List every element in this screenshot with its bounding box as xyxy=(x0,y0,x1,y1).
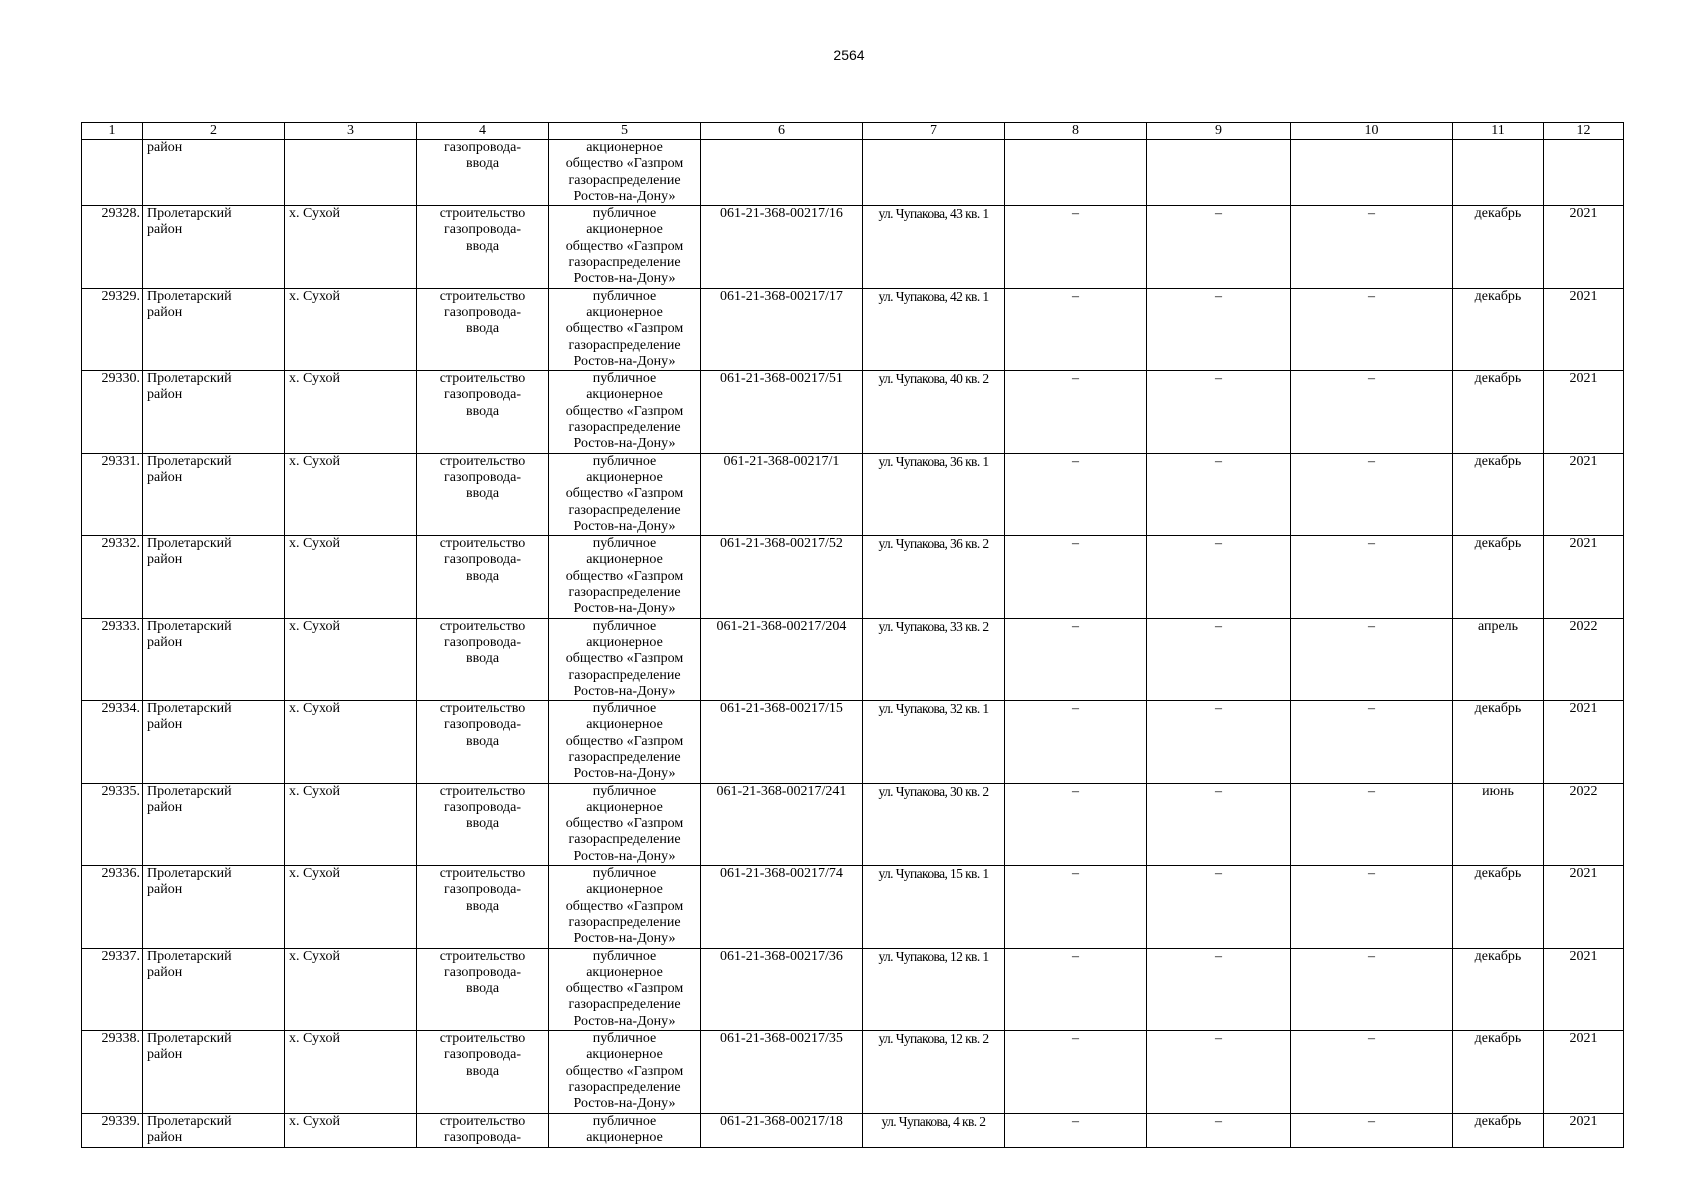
cell-col8: – xyxy=(1005,536,1147,618)
cell-month: июнь xyxy=(1453,783,1544,865)
cell-col9: – xyxy=(1147,618,1291,700)
column-header-2: 2 xyxy=(143,123,285,140)
cell-number: 29333. xyxy=(82,618,143,700)
cell-locality: х. Сухой xyxy=(285,948,417,1030)
cell-code: 061-21-368-00217/18 xyxy=(701,1113,863,1147)
cell-month: декабрь xyxy=(1453,948,1544,1030)
cell-col10: – xyxy=(1291,206,1453,288)
cell-district: Пролетарский район xyxy=(143,288,285,370)
cell-col10: – xyxy=(1291,701,1453,783)
cell-col8 xyxy=(1005,140,1147,206)
cell-district: Пролетарский район xyxy=(143,371,285,453)
cell-col10: – xyxy=(1291,866,1453,948)
cell-col8: – xyxy=(1005,866,1147,948)
register-table xyxy=(81,122,1624,1148)
cell-address: ул. Чупакова, 43 кв. 1 xyxy=(863,206,1005,288)
cell-address: ул. Чупакова, 36 кв. 1 xyxy=(863,453,1005,535)
cell-code: 061-21-368-00217/51 xyxy=(701,371,863,453)
cell-month: декабрь xyxy=(1453,866,1544,948)
table-row xyxy=(82,866,1624,948)
column-header-5: 5 xyxy=(549,123,701,140)
column-header-8: 8 xyxy=(1005,123,1147,140)
cell-code: 061-21-368-00217/17 xyxy=(701,288,863,370)
cell-district: район xyxy=(143,140,285,206)
cell-col10: – xyxy=(1291,1031,1453,1113)
cell-col9 xyxy=(1147,140,1291,206)
cell-district: Пролетарский район xyxy=(143,1031,285,1113)
cell-year: 2021 xyxy=(1544,701,1624,783)
cell-address: ул. Чупакова, 33 кв. 2 xyxy=(863,618,1005,700)
cell-year: 2022 xyxy=(1544,783,1624,865)
cell-code: 061-21-368-00217/74 xyxy=(701,866,863,948)
cell-month: декабрь xyxy=(1453,701,1544,783)
column-header-10: 10 xyxy=(1291,123,1453,140)
cell-locality: х. Сухой xyxy=(285,783,417,865)
cell-col9: – xyxy=(1147,701,1291,783)
cell-number: 29339. xyxy=(82,1113,143,1147)
table-row xyxy=(82,288,1624,370)
cell-col10: – xyxy=(1291,288,1453,370)
cell-month: декабрь xyxy=(1453,1031,1544,1113)
cell-work-type: строительство газопровода- ввода xyxy=(417,1031,549,1113)
cell-col9: – xyxy=(1147,453,1291,535)
cell-operator: публичное акционерное общество «Газпром газораспределение Ростов-на-Дону» xyxy=(549,783,701,865)
cell-col8: – xyxy=(1005,288,1147,370)
cell-year: 2021 xyxy=(1544,948,1624,1030)
column-header-1: 1 xyxy=(82,123,143,140)
cell-district: Пролетарский район xyxy=(143,536,285,618)
cell-district: Пролетарский район xyxy=(143,1113,285,1147)
cell-col8: – xyxy=(1005,206,1147,288)
table-row xyxy=(82,206,1624,288)
cell-month: декабрь xyxy=(1453,371,1544,453)
cell-col10: – xyxy=(1291,536,1453,618)
cell-operator: публичное акционерное общество «Газпром газораспределение Ростов-на-Дону» xyxy=(549,948,701,1030)
column-header-4: 4 xyxy=(417,123,549,140)
column-header-11: 11 xyxy=(1453,123,1544,140)
cell-operator: публичное акционерное xyxy=(549,1113,701,1147)
column-header-9: 9 xyxy=(1147,123,1291,140)
cell-address: ул. Чупакова, 12 кв. 2 xyxy=(863,1031,1005,1113)
cell-work-type: строительство газопровода- ввода xyxy=(417,783,549,865)
cell-col9: – xyxy=(1147,948,1291,1030)
cell-number: 29331. xyxy=(82,453,143,535)
column-header-7: 7 xyxy=(863,123,1005,140)
cell-code: 061-21-368-00217/35 xyxy=(701,1031,863,1113)
cell-year: 2021 xyxy=(1544,866,1624,948)
cell-number: 29334. xyxy=(82,701,143,783)
column-header-12: 12 xyxy=(1544,123,1624,140)
cell-col10: – xyxy=(1291,783,1453,865)
cell-address: ул. Чупакова, 40 кв. 2 xyxy=(863,371,1005,453)
cell-col9: – xyxy=(1147,206,1291,288)
cell-code: 061-21-368-00217/36 xyxy=(701,948,863,1030)
table-row xyxy=(82,783,1624,865)
cell-col8: – xyxy=(1005,618,1147,700)
cell-address: ул. Чупакова, 30 кв. 2 xyxy=(863,783,1005,865)
cell-col8: – xyxy=(1005,783,1147,865)
cell-month: декабрь xyxy=(1453,453,1544,535)
cell-col10: – xyxy=(1291,948,1453,1030)
cell-operator: публичное акционерное общество «Газпром газораспределение Ростов-на-Дону» xyxy=(549,701,701,783)
cell-locality: х. Сухой xyxy=(285,371,417,453)
cell-address: ул. Чупакова, 42 кв. 1 xyxy=(863,288,1005,370)
cell-district: Пролетарский район xyxy=(143,701,285,783)
cell-year: 2021 xyxy=(1544,206,1624,288)
cell-locality: х. Сухой xyxy=(285,206,417,288)
cell-operator: публичное акционерное общество «Газпром газораспределение Ростов-на-Дону» xyxy=(549,453,701,535)
cell-code: 061-21-368-00217/15 xyxy=(701,701,863,783)
cell-work-type: строительство газопровода- xyxy=(417,1113,549,1147)
table-row xyxy=(82,1113,1624,1147)
cell-locality: х. Сухой xyxy=(285,288,417,370)
cell-code: 061-21-368-00217/16 xyxy=(701,206,863,288)
cell-month: апрель xyxy=(1453,618,1544,700)
cell-month: декабрь xyxy=(1453,288,1544,370)
header-row xyxy=(82,123,1624,140)
cell-work-type: газопровода- ввода xyxy=(417,140,549,206)
table-row xyxy=(82,1031,1624,1113)
cell-district: Пролетарский район xyxy=(143,783,285,865)
cell-district: Пролетарский район xyxy=(143,453,285,535)
table-row xyxy=(82,618,1624,700)
column-header-6: 6 xyxy=(701,123,863,140)
cell-col8: – xyxy=(1005,371,1147,453)
table-row xyxy=(82,948,1624,1030)
cell-address: ул. Чупакова, 15 кв. 1 xyxy=(863,866,1005,948)
cell-operator: публичное акционерное общество «Газпром газораспределение Ростов-на-Дону» xyxy=(549,288,701,370)
cell-col8: – xyxy=(1005,1031,1147,1113)
cell-district: Пролетарский район xyxy=(143,206,285,288)
cell-month: декабрь xyxy=(1453,1113,1544,1147)
cell-code: 061-21-368-00217/204 xyxy=(701,618,863,700)
cell-number: 29335. xyxy=(82,783,143,865)
cell-col9: – xyxy=(1147,288,1291,370)
cell-number: 29337. xyxy=(82,948,143,1030)
table-row xyxy=(82,701,1624,783)
cell-operator: публичное акционерное общество «Газпром газораспределение Ростов-на-Дону» xyxy=(549,618,701,700)
cell-col10: – xyxy=(1291,1113,1453,1147)
column-header-3: 3 xyxy=(285,123,417,140)
cell-district: Пролетарский район xyxy=(143,618,285,700)
cell-number: 29330. xyxy=(82,371,143,453)
cell-number: 29328. xyxy=(82,206,143,288)
cell-address: ул. Чупакова, 4 кв. 2 xyxy=(863,1113,1005,1147)
cell-address xyxy=(863,140,1005,206)
cell-locality: х. Сухой xyxy=(285,701,417,783)
cell-locality: х. Сухой xyxy=(285,1113,417,1147)
cell-year: 2021 xyxy=(1544,1113,1624,1147)
cell-col9: – xyxy=(1147,783,1291,865)
cell-address: ул. Чупакова, 32 кв. 1 xyxy=(863,701,1005,783)
table-row xyxy=(82,453,1624,535)
cell-work-type: строительство газопровода- ввода xyxy=(417,206,549,288)
cell-operator: публичное акционерное общество «Газпром газораспределение Ростов-на-Дону» xyxy=(549,866,701,948)
cell-month: декабрь xyxy=(1453,536,1544,618)
cell-operator: публичное акционерное общество «Газпром газораспределение Ростов-на-Дону» xyxy=(549,536,701,618)
cell-work-type: строительство газопровода- ввода xyxy=(417,948,549,1030)
cell-col10: – xyxy=(1291,453,1453,535)
page-number: 2564 xyxy=(833,47,865,63)
cell-year: 2021 xyxy=(1544,371,1624,453)
cell-number: 29336. xyxy=(82,866,143,948)
cell-col9: – xyxy=(1147,1113,1291,1147)
cell-col8: – xyxy=(1005,1113,1147,1147)
cell-code: 061-21-368-00217/52 xyxy=(701,536,863,618)
cell-code: 061-21-368-00217/241 xyxy=(701,783,863,865)
continuation-row xyxy=(82,140,1624,206)
cell-work-type: строительство газопровода- ввода xyxy=(417,866,549,948)
cell-col8: – xyxy=(1005,453,1147,535)
cell-col10: – xyxy=(1291,371,1453,453)
cell-col8: – xyxy=(1005,948,1147,1030)
cell-address: ул. Чупакова, 12 кв. 1 xyxy=(863,948,1005,1030)
cell-operator: акционерное общество «Газпром газораспределение Ростов-на-Дону» xyxy=(549,140,701,206)
table-row xyxy=(82,536,1624,618)
cell-col8: – xyxy=(1005,701,1147,783)
cell-number: 29329. xyxy=(82,288,143,370)
cell-number: 29338. xyxy=(82,1031,143,1113)
cell-operator: публичное акционерное общество «Газпром газораспределение Ростов-на-Дону» xyxy=(549,206,701,288)
cell-number xyxy=(82,140,143,206)
cell-address: ул. Чупакова, 36 кв. 2 xyxy=(863,536,1005,618)
cell-month xyxy=(1453,140,1544,206)
cell-month: декабрь xyxy=(1453,206,1544,288)
cell-year: 2021 xyxy=(1544,288,1624,370)
cell-work-type: строительство газопровода- ввода xyxy=(417,618,549,700)
cell-year xyxy=(1544,140,1624,206)
cell-work-type: строительство газопровода- ввода xyxy=(417,536,549,618)
cell-year: 2021 xyxy=(1544,536,1624,618)
cell-col9: – xyxy=(1147,866,1291,948)
cell-locality: х. Сухой xyxy=(285,1031,417,1113)
cell-locality: х. Сухой xyxy=(285,866,417,948)
cell-district: Пролетарский район xyxy=(143,866,285,948)
cell-work-type: строительство газопровода- ввода xyxy=(417,371,549,453)
cell-district: Пролетарский район xyxy=(143,948,285,1030)
cell-code: 061-21-368-00217/1 xyxy=(701,453,863,535)
cell-number: 29332. xyxy=(82,536,143,618)
cell-col9: – xyxy=(1147,536,1291,618)
cell-operator: публичное акционерное общество «Газпром газораспределение Ростов-на-Дону» xyxy=(549,371,701,453)
cell-locality: х. Сухой xyxy=(285,453,417,535)
cell-locality: х. Сухой xyxy=(285,618,417,700)
cell-col10 xyxy=(1291,140,1453,206)
cell-col9: – xyxy=(1147,1031,1291,1113)
cell-locality: х. Сухой xyxy=(285,536,417,618)
cell-work-type: строительство газопровода- ввода xyxy=(417,288,549,370)
cell-work-type: строительство газопровода- ввода xyxy=(417,701,549,783)
cell-code xyxy=(701,140,863,206)
table-row xyxy=(82,371,1624,453)
cell-locality xyxy=(285,140,417,206)
cell-year: 2022 xyxy=(1544,618,1624,700)
cell-work-type: строительство газопровода- ввода xyxy=(417,453,549,535)
cell-operator: публичное акционерное общество «Газпром газораспределение Ростов-на-Дону» xyxy=(549,1031,701,1113)
cell-year: 2021 xyxy=(1544,453,1624,535)
cell-year: 2021 xyxy=(1544,1031,1624,1113)
cell-col9: – xyxy=(1147,371,1291,453)
cell-col10: – xyxy=(1291,618,1453,700)
